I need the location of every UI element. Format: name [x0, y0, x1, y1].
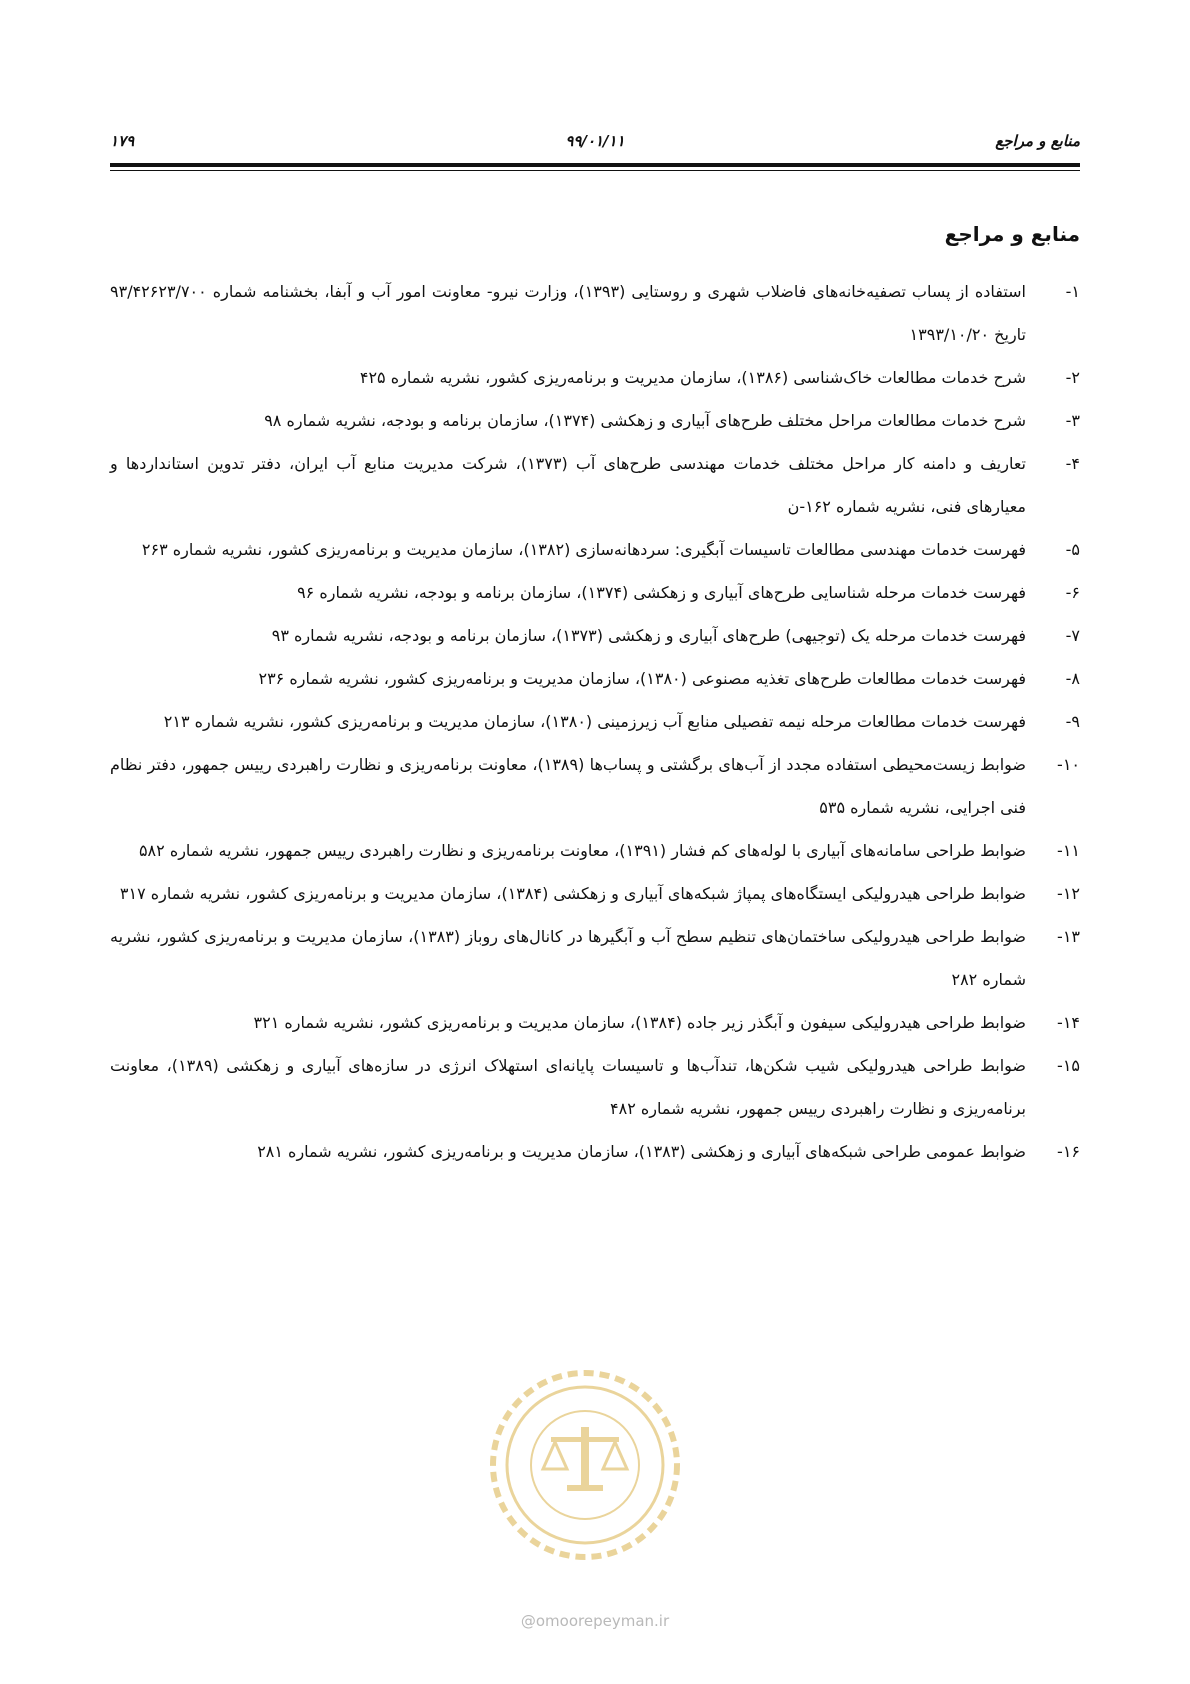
- reference-text: ضوابط طراحی هیدرولیکی شیب شکن‌ها، تندآب‌ها و تاسیسات پایانه‌ای استهلاک انرژی در سازه‌های آبیاری و زهکشی (۱۳۸۹)، معاونت برنامه‌ریزی و نظارت راهبردی رییس جمهور، نشریه شماره ۴۸۲: [110, 1056, 1027, 1118]
- reference-item: [110, 743, 1080, 829]
- header-rule-thin: [110, 170, 1080, 171]
- reference-item: [110, 614, 1080, 657]
- reference-text: فهرست خدمات مهندسی مطالعات تاسیسات آبگیری: سردهانه‌سازی (۱۳۸۲)، سازمان مدیریت و برنامه‌ریزی کشور، نشریه شماره ۲۶۳: [141, 540, 1026, 559]
- reference-item: [110, 442, 1080, 528]
- reference-number: ۸-: [1065, 669, 1080, 688]
- reference-number: ۱۱-: [1057, 841, 1080, 860]
- page-number: ۱۷۹: [110, 132, 135, 150]
- section-title: منابع و مراجع: [944, 222, 1080, 246]
- reference-text: فهرست خدمات مرحله یک (توجیهی) طرح‌های آبیاری و زهکشی (۱۳۷۳)، سازمان برنامه و بودجه، نشریه شماره ۹۳: [271, 626, 1026, 645]
- reference-text: ضوابط عمومی طراحی شبکه‌های آبیاری و زهکشی (۱۳۸۳)، سازمان مدیریت و برنامه‌ریزی کشور، نشریه شماره ۲۸۱: [257, 1142, 1026, 1161]
- reference-item: [110, 399, 1080, 442]
- reference-number: ۱۰-: [1057, 755, 1080, 774]
- reference-number: ۱۶-: [1057, 1142, 1080, 1161]
- reference-item: [110, 872, 1080, 915]
- reference-text: ضوابط طراحی هیدرولیکی سیفون و آبگذر زیر جاده (۱۳۸۴)، سازمان مدیریت و برنامه‌ریزی کشور، نشریه شماره ۳۲۱: [253, 1013, 1026, 1032]
- reference-item: [110, 1001, 1080, 1044]
- reference-number: ۱۳-: [1057, 927, 1080, 946]
- reference-text: ضوابط طراحی هیدرولیکی ساختمان‌های تنظیم سطح آب و آبگیرها در کانال‌های روباز (۱۳۸۳)، سازمان مدیریت و برنامه‌ریزی کشور، نشریه شماره ۲۸۲: [110, 927, 1027, 989]
- reference-item: [110, 915, 1080, 1001]
- reference-text: فهرست خدمات مطالعات مرحله نیمه تفصیلی منابع آب زیرزمینی (۱۳۸۰)، سازمان مدیریت و برنامه‌ریزی کشور، نشریه شماره ۲۱۳: [163, 712, 1026, 731]
- reference-item: [110, 657, 1080, 700]
- watermark-seal-icon: [485, 1365, 685, 1565]
- reference-text: فهرست خدمات مرحله شناسایی طرح‌های آبیاری و زهکشی (۱۳۷۴)، سازمان برنامه و بودجه، نشریه شماره ۹۶: [297, 583, 1026, 602]
- reference-number: ۲-: [1065, 368, 1080, 387]
- reference-number: ۱۲-: [1057, 884, 1080, 903]
- reference-text: ضوابط طراحی سامانه‌های آبیاری با لوله‌های کم فشار (۱۳۹۱)، معاونت برنامه‌ریزی و نظارت راهبردی رییس جمهور، نشریه شماره ۵۸۲: [138, 841, 1026, 860]
- header-rule-thick: [110, 163, 1080, 167]
- reference-item: [110, 270, 1080, 356]
- reference-number: ۱-: [1065, 282, 1080, 301]
- reference-number: ۴-: [1065, 454, 1080, 473]
- reference-number: ۵-: [1065, 540, 1080, 559]
- reference-item: [110, 356, 1080, 399]
- reference-text: استفاده از پساب تصفیه‌خانه‌های فاضلاب شهری و روستایی (۱۳۹۳)، وزارت نیرو- معاونت امور آب و آبفا، بخشنامه شماره ۹۳/۴۲۶۲۳/۷۰۰ تاریخ ۱۳۹۳/۱۰/۲۰: [110, 282, 1026, 344]
- reference-text: ضوابط طراحی هیدرولیکی ایستگاه‌های پمپاژ شبکه‌های آبیاری و زهکشی (۱۳۸۴)، سازمان مدیریت و برنامه‌ریزی کشور، نشریه شماره ۳۱۷: [119, 884, 1026, 903]
- reference-item: [110, 571, 1080, 614]
- reference-text: تعاریف و دامنه کار مراحل مختلف خدمات مهندسی طرح‌های آب (۱۳۷۳)، شرکت مدیریت منابع آب ایران، دفتر تدوین استانداردها و معیارهای فنی، نشریه شماره ۱۶۲-ن: [110, 454, 1026, 516]
- reference-item: [110, 1044, 1080, 1130]
- header-title: منابع و مراجع: [995, 132, 1080, 150]
- reference-text: شرح خدمات مطالعات مراحل مختلف طرح‌های آبیاری و زهکشی (۱۳۷۴)، سازمان برنامه و بودجه، نشریه شماره ۹۸: [264, 411, 1026, 430]
- reference-item: [110, 528, 1080, 571]
- page-header: [110, 130, 1080, 156]
- reference-number: ۶-: [1065, 583, 1080, 602]
- reference-number: ۳-: [1065, 411, 1080, 430]
- reference-item: [110, 1130, 1080, 1173]
- reference-number: ۹-: [1065, 712, 1080, 731]
- reference-item: [110, 700, 1080, 743]
- reference-number: ۱۵-: [1057, 1056, 1080, 1075]
- reference-text: ضوابط زیست‌محیطی استفاده مجدد از آب‌های برگشتی و پساب‌ها (۱۳۸۹)، معاونت برنامه‌ریزی و نظارت راهبردی رییس جمهور، دفتر نظام فنی اجرایی، نشریه شماره ۵۳۵: [110, 755, 1026, 817]
- reference-text: شرح خدمات مطالعات خاک‌شناسی (۱۳۸۶)، سازمان مدیریت و برنامه‌ریزی کشور، نشریه شماره ۴۲۵: [359, 368, 1026, 387]
- header-date: ۹۹/۰۱/۱۱: [565, 132, 625, 150]
- reference-number: ۷-: [1065, 626, 1080, 645]
- reference-item: [110, 829, 1080, 872]
- reference-list: [110, 270, 1080, 1173]
- reference-number: ۱۴-: [1057, 1013, 1080, 1032]
- reference-text: فهرست خدمات مطالعات طرح‌های تغذیه مصنوعی (۱۳۸۰)، سازمان مدیریت و برنامه‌ریزی کشور، نشریه شماره ۲۳۶: [258, 669, 1026, 688]
- watermark-url: @omoorepeyman.ir: [520, 1612, 670, 1630]
